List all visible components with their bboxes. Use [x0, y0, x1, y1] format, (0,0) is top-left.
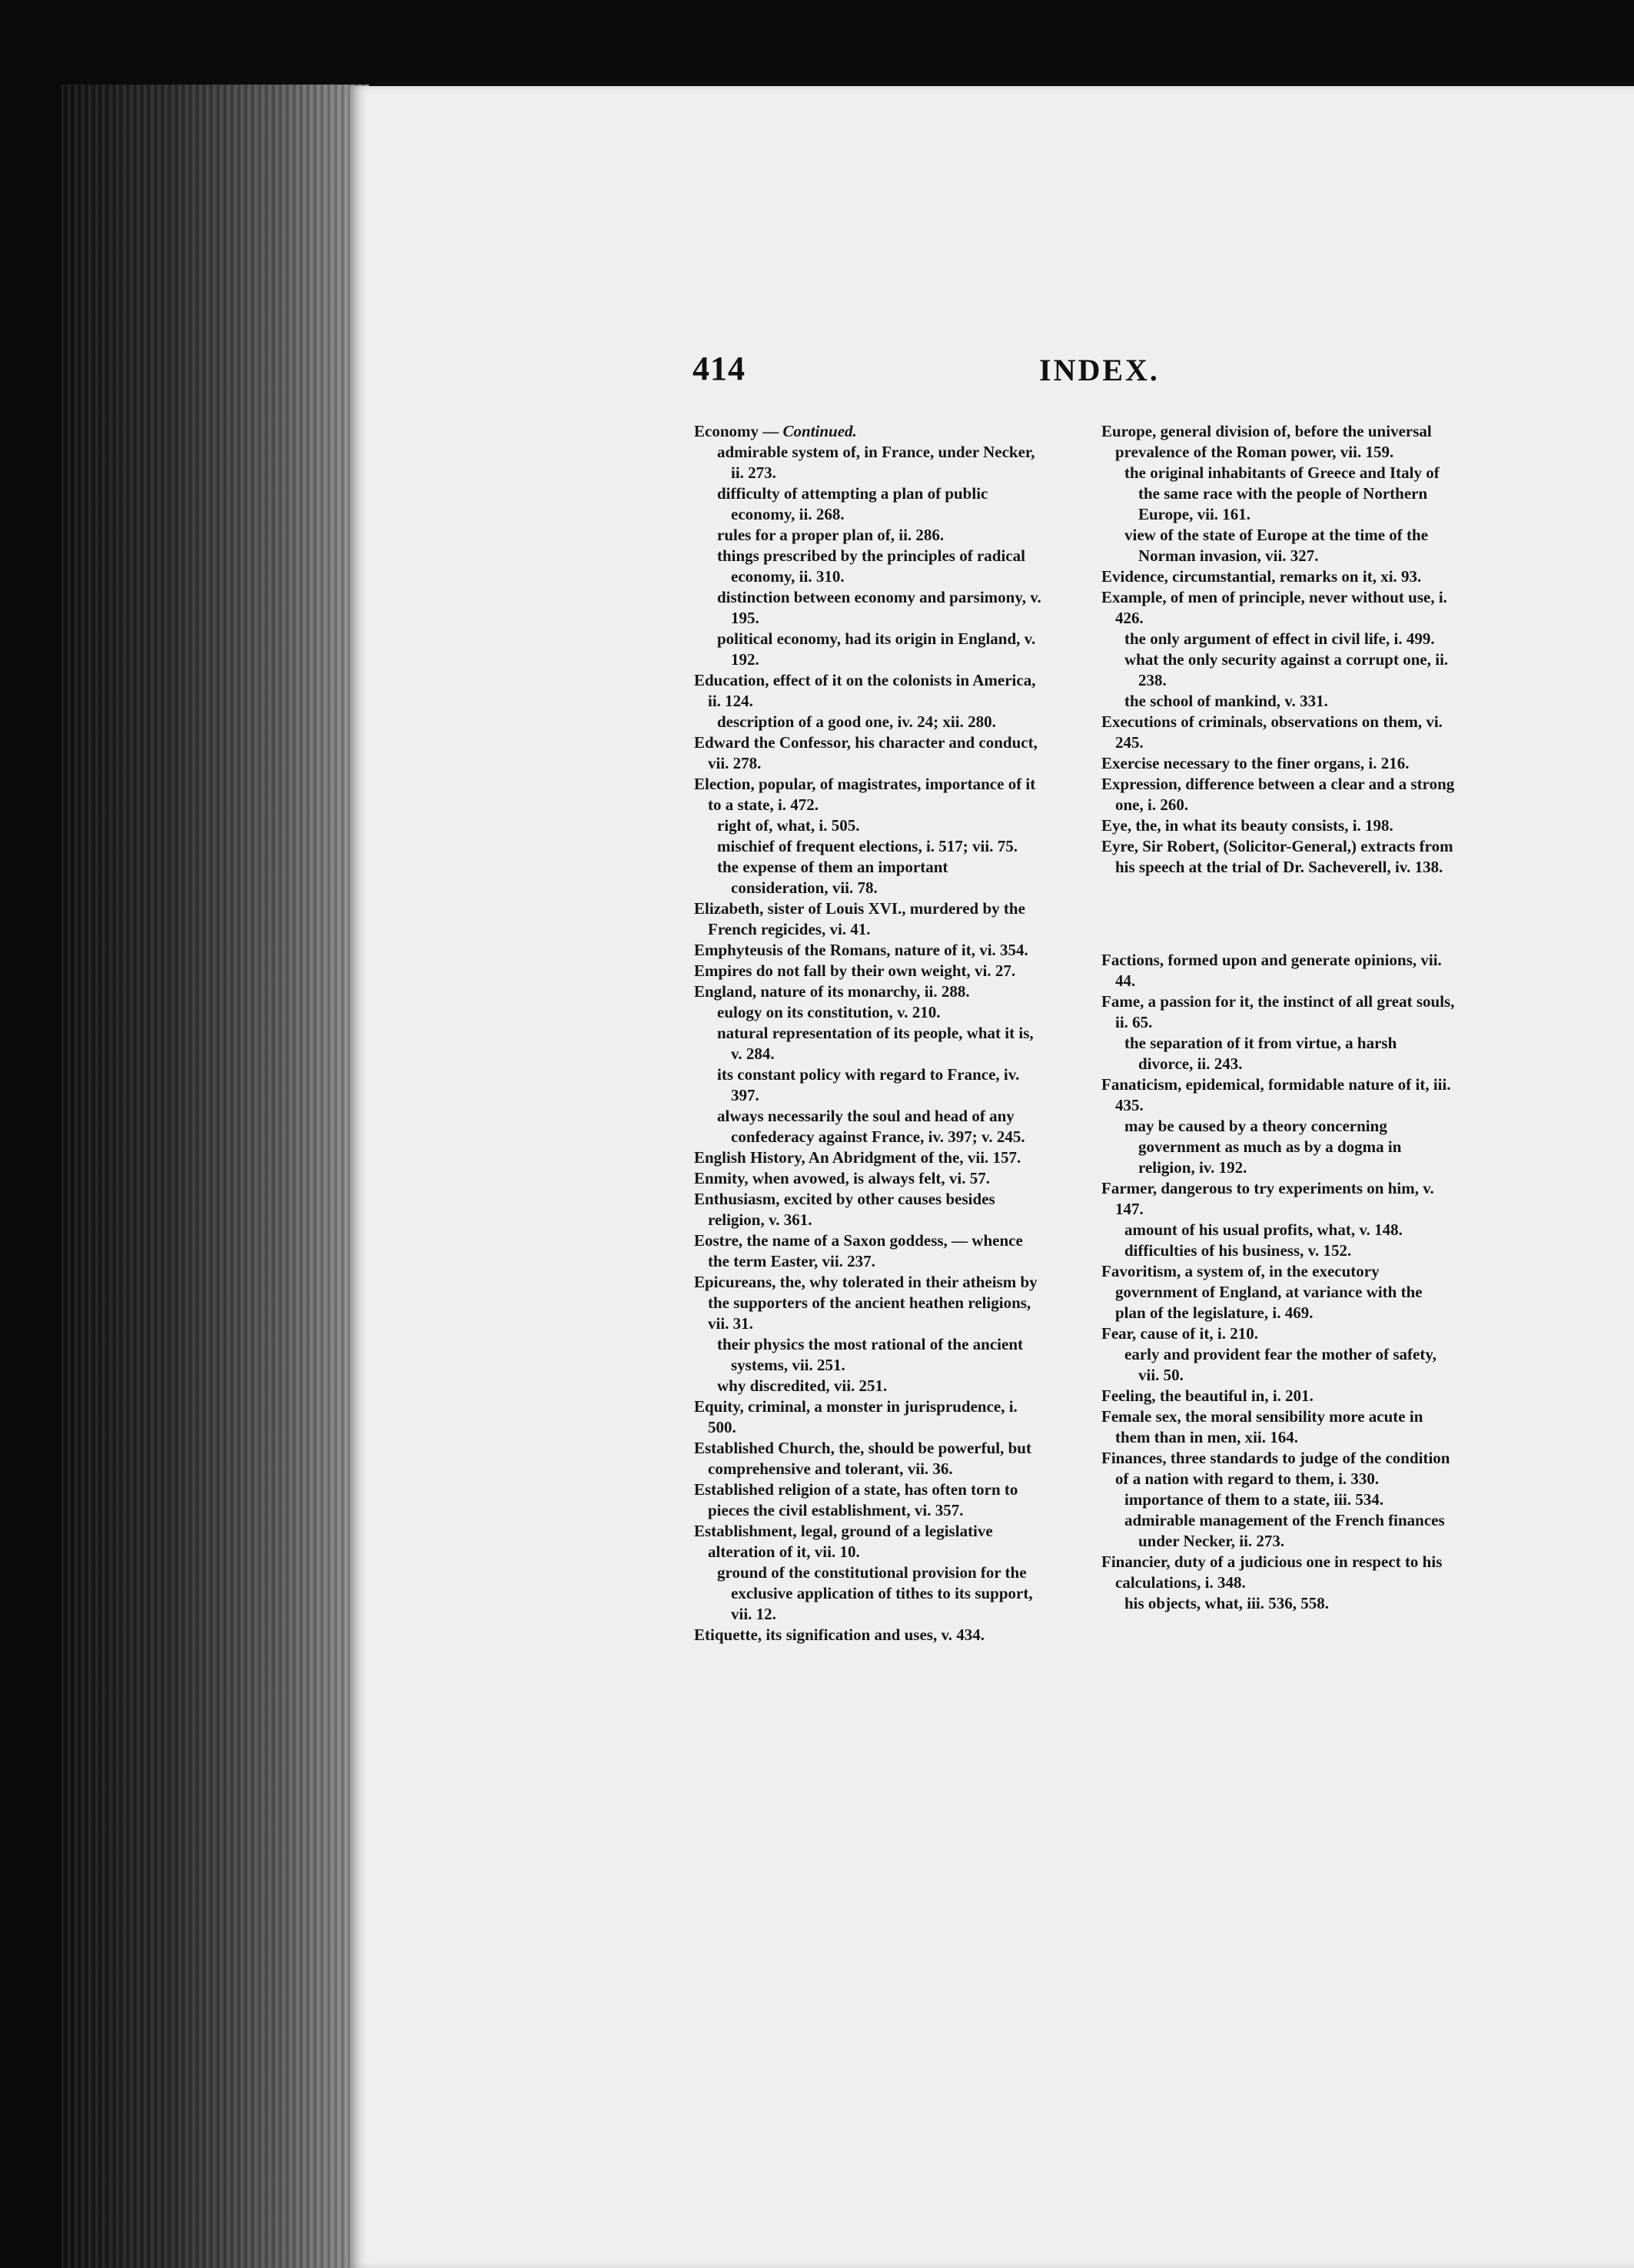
index-entry: Establishment, legal, ground of a legislative alteration of it, vii. 10. — [694, 1522, 993, 1561]
index-subentry: things prescribed by the principles of radical economy, ii. 310. — [717, 546, 1025, 586]
index-entry: Female sex, the moral sensibility more acute in them than in men, xii. 164. — [1101, 1407, 1423, 1446]
index-entry: Exercise necessary to the finer organs, i. 216. — [1101, 754, 1410, 772]
index-entry: Finances, three standards to judge of the condition of a nation with regard to them, i. 330. — [1101, 1449, 1450, 1488]
index-subentry: their physics the most rational of the ancient systems, vii. 251. — [717, 1335, 1024, 1374]
index-entry: Empires do not fall by their own weight, vi. 27. — [694, 961, 1016, 980]
index-subentry: his objects, what, iii. 536, 558. — [1124, 1594, 1330, 1612]
index-entry: Emphyteusis of the Romans, nature of it, vi. 354. — [694, 941, 1028, 959]
index-entry: Etiquette, its signification and uses, v. 434. — [694, 1625, 985, 1644]
index-subentry: ground of the constitutional provision for the exclusive application of tithes to its support, vii. 12. — [717, 1563, 1033, 1623]
index-subentry: the original inhabitants of Greece and Italy of the same race with the people of Northern Europe, vii. 161. — [1124, 463, 1440, 523]
index-entry: Eostre, the name of a Saxon goddess, — whence the term Easter, vii. 237. — [694, 1231, 1023, 1270]
index-entry: Feeling, the beautiful in, i. 201. — [1101, 1386, 1314, 1405]
index-subentry: natural representation of its people, what it is, v. 284. — [717, 1024, 1034, 1063]
index-entry: Evidence, circumstantial, remarks on it, xi. 93. — [1101, 567, 1422, 586]
index-subentry: the separation of it from virtue, a harsh divorce, ii. 243. — [1124, 1034, 1397, 1073]
index-entry: Election, popular, of magistrates, importance of it to a state, i. 472. — [694, 775, 1036, 814]
index-section-gap — [1101, 894, 1455, 934]
index-subentry: distinction between economy and parsimony, v. 195. — [717, 588, 1041, 627]
index-subentry: admirable management of the French finances under Necker, ii. 273. — [1124, 1511, 1445, 1550]
index-subentry: amount of his usual profits, what, v. 148. — [1124, 1220, 1403, 1239]
index-entry: Expression, difference between a clear and a strong one, i. 260. — [1101, 775, 1455, 814]
index-subentry: the expense of them an important consideration, vii. 78. — [717, 858, 948, 897]
index-subentry: rules for a proper plan of, ii. 286. — [717, 526, 945, 544]
index-column-right — [1101, 421, 1455, 1614]
continued-label: Continued. — [782, 422, 857, 440]
index-subentry: may be caused by a theory concerning government as much as by a dogma in religion, iv. 192. — [1124, 1117, 1402, 1177]
index-subentry: mischief of frequent elections, i. 517; vii. 75. — [717, 837, 1018, 855]
running-head: INDEX. — [1039, 353, 1160, 387]
index-entry: Favoritism, a system of, in the executory government of England, at variance with the plan of the legislature, i. 469. — [1101, 1262, 1423, 1322]
index-entry: Factions, formed upon and generate opinions, vii. 44. — [1101, 951, 1442, 990]
index-subentry: early and provident fear the mother of safety, vii. 50. — [1124, 1345, 1436, 1384]
index-entry: Fear, cause of it, i. 210. — [1101, 1324, 1258, 1343]
index-subentry: description of a good one, iv. 24; xii. 280. — [717, 712, 996, 731]
index-subentry: view of the state of Europe at the time of the Norman invasion, vii. 327. — [1124, 526, 1429, 565]
index-subentry: right of, what, i. 505. — [717, 816, 860, 835]
index-entry: Edward the Confessor, his character and conduct, vii. 278. — [694, 733, 1038, 772]
index-entry: England, nature of its monarchy, ii. 288. — [694, 982, 970, 1001]
book-page-edge — [61, 85, 369, 2268]
index-entry: Eyre, Sir Robert, (Solicitor-General,) extracts from his speech at the trial of Dr. Sacheverell, iv. 138. — [1101, 837, 1453, 876]
index-entry: Education, effect of it on the colonists in America, ii. 124. — [694, 671, 1036, 710]
index-entry: Epicureans, the, why tolerated in their atheism by the supporters of the ancient heathen religions, vii. 31. — [694, 1273, 1038, 1333]
index-subentry: why discredited, vii. 251. — [717, 1376, 888, 1395]
index-entry: Enmity, when avowed, is always felt, vi. 57. — [694, 1169, 991, 1187]
index-subentry: the only argument of effect in civil life, i. 499. — [1124, 629, 1435, 648]
index-entry: Example, of men of principle, never without use, i. 426. — [1101, 588, 1447, 627]
index-entry: Financier, duty of a judicious one in respect to his calculations, i. 348. — [1101, 1552, 1443, 1592]
index-subentry: difficulties of his business, v. 152. — [1124, 1241, 1352, 1260]
index-column-left — [694, 421, 1048, 1645]
index-entry: Equity, criminal, a monster in jurisprudence, i. 500. — [694, 1397, 1018, 1436]
index-subentry: political economy, had its origin in England, v. 192. — [717, 629, 1036, 669]
index-entry: English History, An Abridgment of the, vii. 157. — [694, 1148, 1021, 1167]
index-subentry: always necessarily the soul and head of any confederacy against France, iv. 397; v. 245. — [717, 1107, 1025, 1146]
index-entry: Established Church, the, should be powerful, but comprehensive and tolerant, vii. 36. — [694, 1439, 1031, 1478]
index-subentry: its constant policy with regard to France, iv. 397. — [717, 1065, 1020, 1104]
index-subentry: importance of them to a state, iii. 534. — [1124, 1490, 1384, 1509]
index-subentry: eulogy on its constitution, v. 210. — [717, 1003, 941, 1021]
index-entry: Eye, the, in what its beauty consists, i. 198. — [1101, 816, 1393, 835]
index-entry: Fame, a passion for it, the instinct of all great souls, ii. 65. — [1101, 992, 1455, 1031]
index-subentry: admirable system of, in France, under Necker, ii. 273. — [717, 443, 1035, 482]
index-entry: Farmer, dangerous to try experiments on him, v. 147. — [1101, 1179, 1434, 1218]
index-entry: Economy — Continued. — [694, 422, 857, 440]
index-entry: Elizabeth, sister of Louis XVI., murdered by the French regicides, vi. 41. — [694, 899, 1025, 938]
index-subentry: what the only security against a corrupt one, ii. 238. — [1124, 650, 1449, 689]
index-subentry: the school of mankind, v. 331. — [1124, 692, 1328, 710]
index-subentry: difficulty of attempting a plan of public economy, ii. 268. — [717, 484, 988, 523]
index-entry: Europe, general division of, before the universal prevalence of the Roman power, vii. 159. — [1101, 422, 1432, 461]
index-entry: Executions of criminals, observations on them, vi. 245. — [1101, 712, 1443, 752]
page-number: 414 — [692, 350, 746, 387]
index-entry: Established religion of a state, has often torn to pieces the civil establishment, vi. 357. — [694, 1480, 1018, 1519]
index-entry: Enthusiasm, excited by other causes besides religion, v. 361. — [694, 1190, 995, 1229]
index-entry: Fanaticism, epidemical, formidable nature of it, iii. 435. — [1101, 1075, 1451, 1114]
